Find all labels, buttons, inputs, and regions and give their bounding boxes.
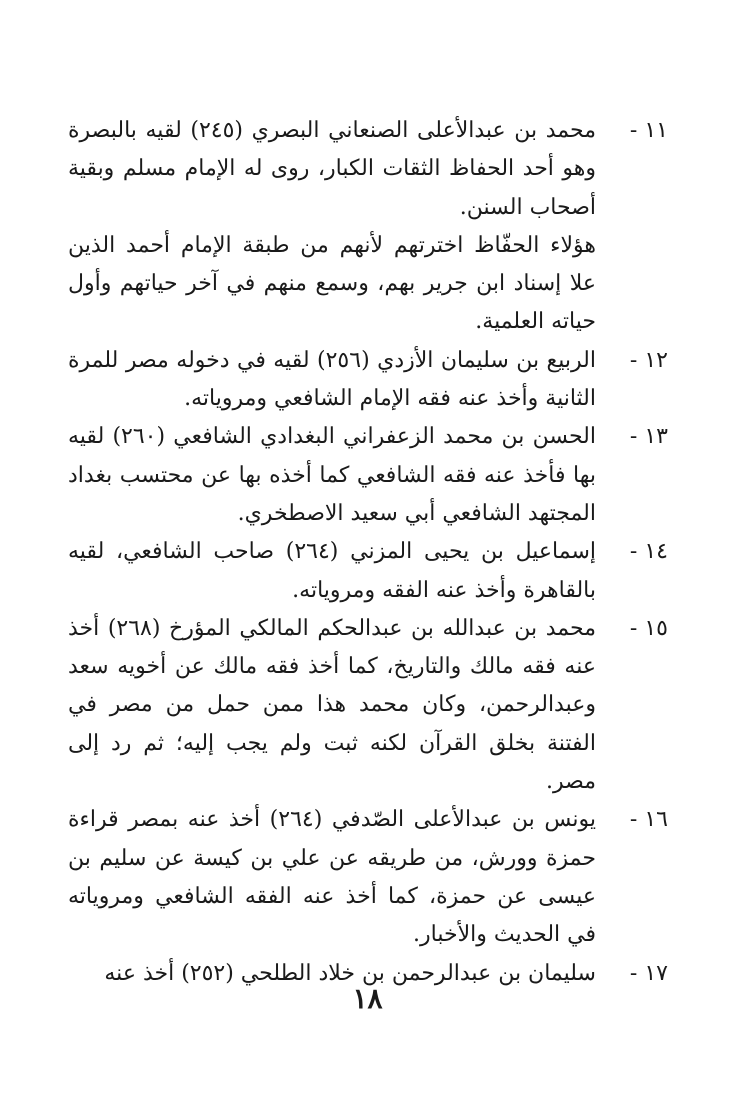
page-number: ١٨ [352,982,383,1015]
entry-number: ١٥ - [629,615,668,641]
entry-text: الحسن بن محمد الزعفراني البغدادي الشافعي (٢٦٠) لقيه بها فأخذ عنه فقه الشافعي كما أخذه بها عن محتسب بغداد المجتهد الشافعي أبي سعيد الاصطخري. [68,424,596,526]
entry-text: سليمان بن عبدالرحمن بن خلاد الطلحي (٢٥٢) أخذ عنه [104,960,596,986]
entry-number: ١٣ - [629,424,668,450]
entry-text: إسماعيل بن يحيى المزني (٢٦٤) صاحب الشافعي، لقيه بالقاهرة وأخذ عنه الفقه ومروياته. [68,539,596,603]
entry-number: ١٤ - [629,539,668,565]
entry-number: ١٢ - [629,347,668,373]
list-item [68,342,668,419]
list-item [68,418,668,533]
page-body [68,112,668,993]
entry-text: محمد بن عبدالأعلى الصنعاني البصري (٢٤٥) لقيه بالبصرة وهو أحد الحفاظ الثقات الكبار، روى له الإمام مسلم وبقية أصحاب السنن. [68,118,596,220]
list-item [68,610,668,801]
entry-text: يونس بن عبدالأعلى الصّدفي (٢٦٤) أخذ عنه بمصر قراءة حمزة وورش، من طريقه عن علي بن كيسة عن سليم بن عيسى عن حمزة، كما أخذ عنه الفقه الشافعي ومروياته في الحديث والأخبار. [68,807,596,948]
entry-text: محمد بن عبدالله بن عبدالحكم المالكي المؤرخ (٢٦٨) أخذ عنه فقه مالك والتاريخ، كما أخذ فقه مالك عن أخويه سعد وعبدالرحمن، وكان محمد هذا ممن حمل من مصر في الفتنة بخلق القرآن لكنه ثبت ولم يجب إليه؛ ثم رد إلى مصر. [68,615,596,795]
entry-number: ١٦ - [629,807,668,833]
entry-number: ١٧ - [629,960,668,986]
entry-text: الربيع بن سليمان الأزدي (٢٥٦) لقيه في دخوله مصر للمرة الثانية وأخذ عنه فقه الإمام الشافعي ومروياته. [68,347,596,412]
list-item [68,533,668,610]
list-item [68,801,668,954]
entry-number: ١١ - [629,118,668,143]
list-item [68,112,668,227]
paragraph: هؤلاء الحفّاظ اخترتهم لأنهم من طبقة الإمام أحمد الذين علا إسناد ابن جرير بهم، وسمع منهم في آخر حياتهم وأول حياته العلمية. [68,232,596,335]
